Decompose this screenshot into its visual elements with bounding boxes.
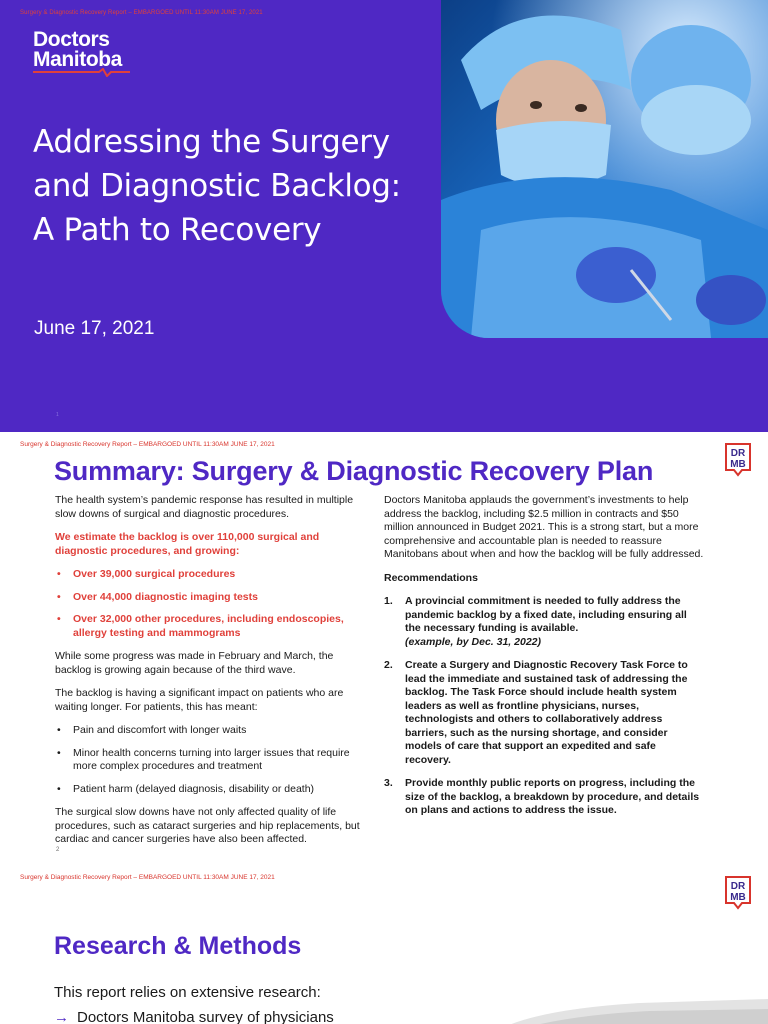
summary-left-column [55, 494, 370, 857]
laptop-image [480, 989, 768, 1024]
recommendations-list [384, 595, 704, 818]
report-title [33, 120, 453, 252]
doctors-manitoba-logo [33, 30, 130, 77]
intro-paragraph: The health system’s pandemic response has resulted in multiple slow downs of surgical and diagnostic procedures. [55, 494, 354, 520]
progress-paragraph: While some progress was made in February and March, the backlog is growing again because of the third wave. [55, 650, 334, 676]
embargo-notice: Surgery & Diagnostic Recovery Report – EMBARGOED UNTIL 11:30AM JUNE 17, 2021 [20, 874, 275, 881]
summary-slide [0, 432, 768, 864]
methods-intro: This report relies on extensive research: [54, 984, 321, 1001]
recommendation-number: 2. [384, 659, 393, 671]
list-item: • Patient harm (delayed diagnosis, disability or death) [55, 783, 370, 797]
summary-right-column [384, 494, 704, 828]
list-item: • Over 32,000 other procedures, including endoscopies, allergy testing and mammograms [55, 613, 370, 640]
badge-line-2: MB [730, 459, 746, 470]
list-item: • Over 44,000 diagnostic imaging tests [55, 591, 370, 605]
drmb-badge-icon [724, 442, 752, 478]
recommendation-text: A provincial commitment is needed to fully address the pandemic backlog by a fixed date, including ensuring all the necessary funding is available. [405, 595, 687, 634]
summary-title: Summary: Surgery & Diagnostic Recovery Plan [54, 456, 654, 486]
cover-slide [0, 0, 768, 432]
surgeon-photo [441, 0, 768, 338]
recommendation-text: Provide monthly public reports on progress, including the size of the backlog, a breakdown by procedure, and details on plans and actions to address the issue. [405, 777, 700, 816]
title-line-1: Addressing the Surgery [33, 124, 390, 160]
badge-line-2: MB [730, 892, 746, 903]
recommendation-item [384, 659, 704, 767]
badge-line-1: DR [730, 448, 746, 459]
surgeon-illustration [441, 0, 768, 338]
report-date: June 17, 2021 [34, 318, 155, 339]
logo-line-2: Manitoba [33, 48, 122, 71]
logo-line-1: Doctors [33, 28, 110, 51]
title-line-3: A Path to Recovery [33, 212, 322, 248]
list-item: • Over 39,000 surgical procedures [55, 568, 370, 582]
methods-title: Research & Methods [54, 932, 302, 960]
impact-list [55, 724, 370, 796]
arrow-right-icon: → [54, 1009, 69, 1024]
surgical-slowdown-paragraph: The surgical slow downs have not only affected quality of life procedures, such as cataract surgeries and hip replacements, but cardiac and cancer surgeries have also been affected. [55, 806, 360, 845]
estimate-list [55, 568, 370, 640]
recommendation-number: 3. [384, 777, 393, 789]
embargo-notice: Surgery & Diagnostic Recovery Report – EMBARGOED UNTIL 11:30AM JUNE 17, 2021 [20, 10, 263, 16]
drmb-badge-icon [724, 875, 752, 911]
recommendation-item [384, 595, 704, 649]
recommendations-heading: Recommendations [384, 571, 478, 584]
embargo-notice: Surgery & Diagnostic Recovery Report – EMBARGOED UNTIL 11:30AM JUNE 17, 2021 [20, 441, 275, 448]
recommendation-item [384, 777, 704, 818]
list-item: • Pain and discomfort with longer waits [55, 724, 370, 738]
investments-paragraph: Doctors Manitoba applauds the government’s investments to help address the backlog, including $2.5 million in contracts and $50 million announced in Budget 2021. This is a strong start, but a more comprehensive and accountable plan is needed to reassure Manitobans about when and how the backlog will be fully addressed. [384, 494, 704, 560]
list-item-label: Doctors Manitoba survey of physicians [77, 1009, 334, 1024]
methods-slide [0, 864, 768, 1024]
page-number: 2 [56, 847, 60, 853]
badge-line-1: DR [730, 881, 746, 892]
impact-paragraph: The backlog is having a significant impact on patients who are waiting longer. For patients, this has meant: [55, 687, 344, 713]
recommendation-text: Create a Surgery and Diagnostic Recovery Task Force to lead the immediate and sustained task of addressing the backlog. The Task Force should include health system leaders as well as frontline physicians, nurses, technologists and others to collaboratively address barriers, such as the nursing shortage, and consider models of care that support an expedited and safe recovery. [405, 659, 688, 766]
list-item [54, 1009, 334, 1024]
recommendation-example: (example, by Dec. 31, 2022) [405, 635, 541, 648]
estimate-paragraph: We estimate the backlog is over 110,000 surgical and diagnostic procedures, and growing: [55, 531, 320, 557]
page-number: 1 [56, 412, 59, 418]
list-item: • Minor health concerns turning into larger issues that require more complex procedures and treatment [55, 747, 370, 774]
title-line-2: and Diagnostic Backlog: [33, 168, 401, 204]
recommendation-number: 1. [384, 595, 393, 607]
